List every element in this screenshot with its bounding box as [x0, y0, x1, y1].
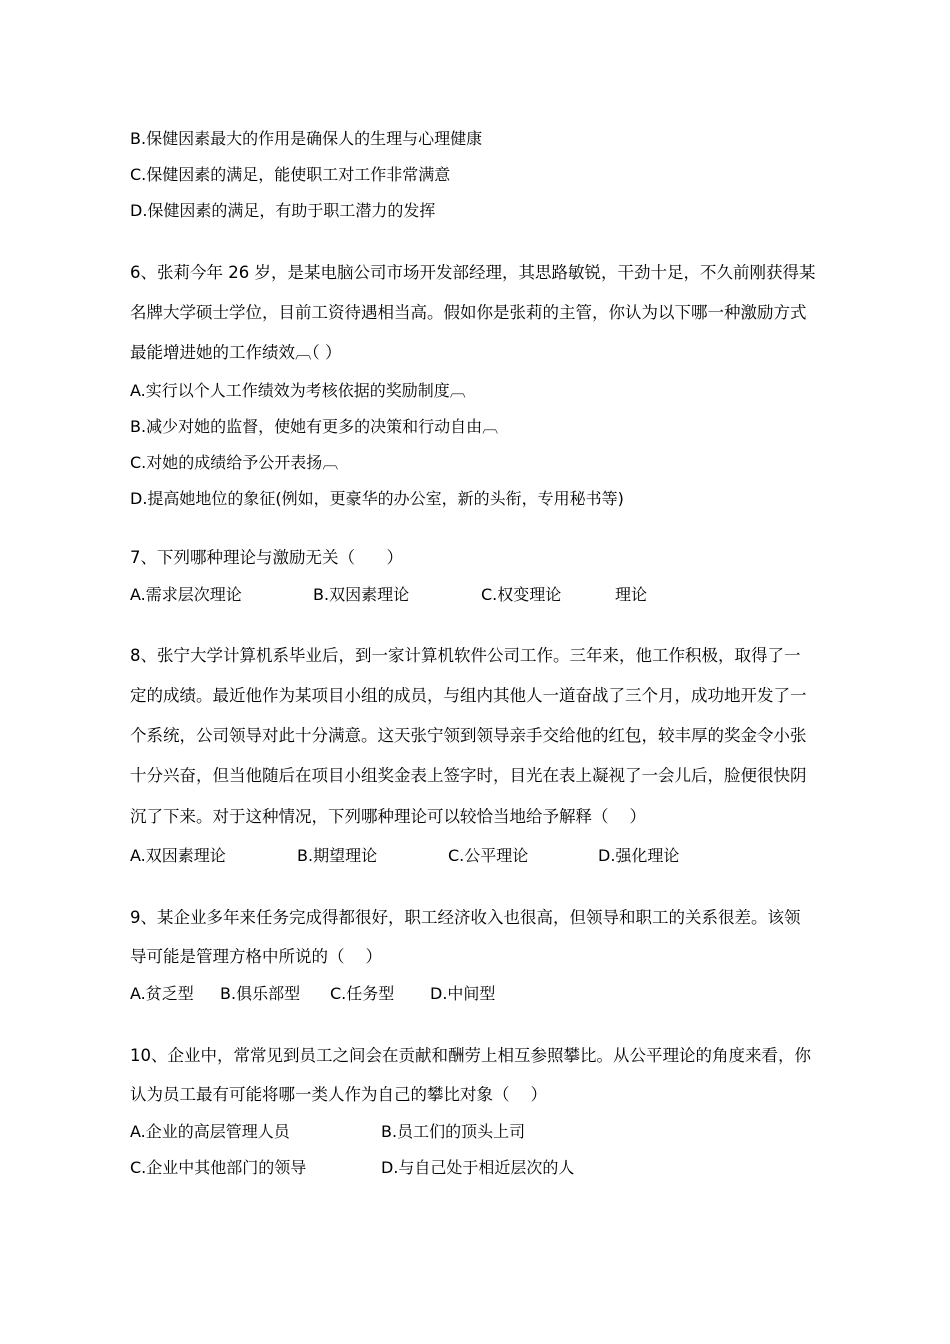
q8-stem-line-1: 8、张宁大学计算机系毕业后，到一家计算机软件公司工作。三年来，他工作积极，取得了一 — [130, 646, 801, 665]
q5-option-c: C.保健因素的满足，能使职工对工作非常满意 — [130, 165, 451, 184]
q5-option-b: B.保健因素最大的作用是确保人的生理与心理健康 — [130, 129, 483, 148]
q10-stem-line-2: 认为员工最有可能将哪一类人作为自己的攀比对象（ ） — [130, 1085, 547, 1104]
q6-option-a: A.实行以个人工作绩效为考核依据的奖励制度︹ — [130, 381, 466, 400]
q7-option-b: B.双因素理论 — [313, 585, 410, 604]
q7-option-c: C.权变理论 — [481, 585, 562, 604]
q8-stem-line-5: 沉了下来。对于这种情况，下列哪种理论可以较恰当地给予解释（ ） — [130, 807, 646, 826]
q9-option-d: D.中间型 — [430, 984, 496, 1003]
q9-stem-line-2: 导可能是管理方格中所说的（ ） — [130, 947, 382, 966]
q7-option-d: 理论 — [615, 585, 648, 604]
q9-option-c: C.任务型 — [330, 984, 395, 1003]
q8-stem-line-3: 个系统，公司领导对此十分满意。这天张宁领到领导亲手交给他的红包，较丰厚的奖金令小张 — [130, 726, 807, 745]
q8-option-b: B.期望理论 — [297, 846, 378, 865]
q5-option-d: D.保健因素的满足，有助于职工潜力的发挥 — [130, 201, 436, 220]
q8-option-c: C.公平理论 — [448, 846, 529, 865]
q10-stem-line-1: 10、企业中，常常见到员工之间会在贡献和酬劳上相互参照攀比。从公平理论的角度来看，你 — [130, 1046, 811, 1065]
q6-option-b: B.减少对她的监督，使她有更多的决策和行动自由︹ — [130, 417, 499, 436]
q10-option-a: A.企业的高层管理人员 — [130, 1122, 290, 1141]
q8-stem-line-4: 十分兴奋，但当他随后在项目小组奖金表上签字时，目光在表上凝视了一会儿后，脸便很快阴 — [130, 766, 807, 785]
q8-option-d: D.强化理论 — [598, 846, 680, 865]
q10-option-b: B.员工们的顶头上司 — [381, 1122, 526, 1141]
q10-option-d: D.与自己处于相近层次的人 — [381, 1158, 575, 1177]
q9-option-a: A.贫乏型 — [130, 984, 194, 1003]
q8-stem-line-2: 定的成绩。最近他作为某项目小组的成员，与组内其他人一道奋战了三个月，成功地开发了一 — [130, 686, 807, 705]
q10-option-c: C.企业中其他部门的领导 — [130, 1158, 307, 1177]
q6-option-c: C.对她的成绩给予公开表扬︹ — [130, 453, 339, 472]
q6-stem-line-1: 6、张莉今年 26 岁，是某电脑公司市场开发部经理，其思路敏锐，干劲十足，不久前刚获得某 — [130, 263, 816, 282]
q6-option-d: D.提高她地位的象征(例如，更豪华的办公室，新的头衔，专用秘书等) — [130, 489, 624, 508]
q7-stem: 7、下列哪种理论与激励无关（ ） — [130, 548, 403, 567]
q6-stem-line-3: 最能增进她的工作绩效︹（ ） — [130, 343, 342, 362]
q7-option-a: A.需求层次理论 — [130, 585, 242, 604]
q9-stem-line-1: 9、某企业多年来任务完成得都很好，职工经济收入也很高，但领导和职工的关系很差。该领 — [130, 908, 801, 927]
q8-option-a: A.双因素理论 — [130, 846, 226, 865]
q6-stem-line-2: 名牌大学硕士学位，目前工资待遇相当高。假如你是张莉的主管，你认为以下哪一种激励方式 — [130, 303, 807, 322]
q9-option-b: B.俱乐部型 — [220, 984, 301, 1003]
